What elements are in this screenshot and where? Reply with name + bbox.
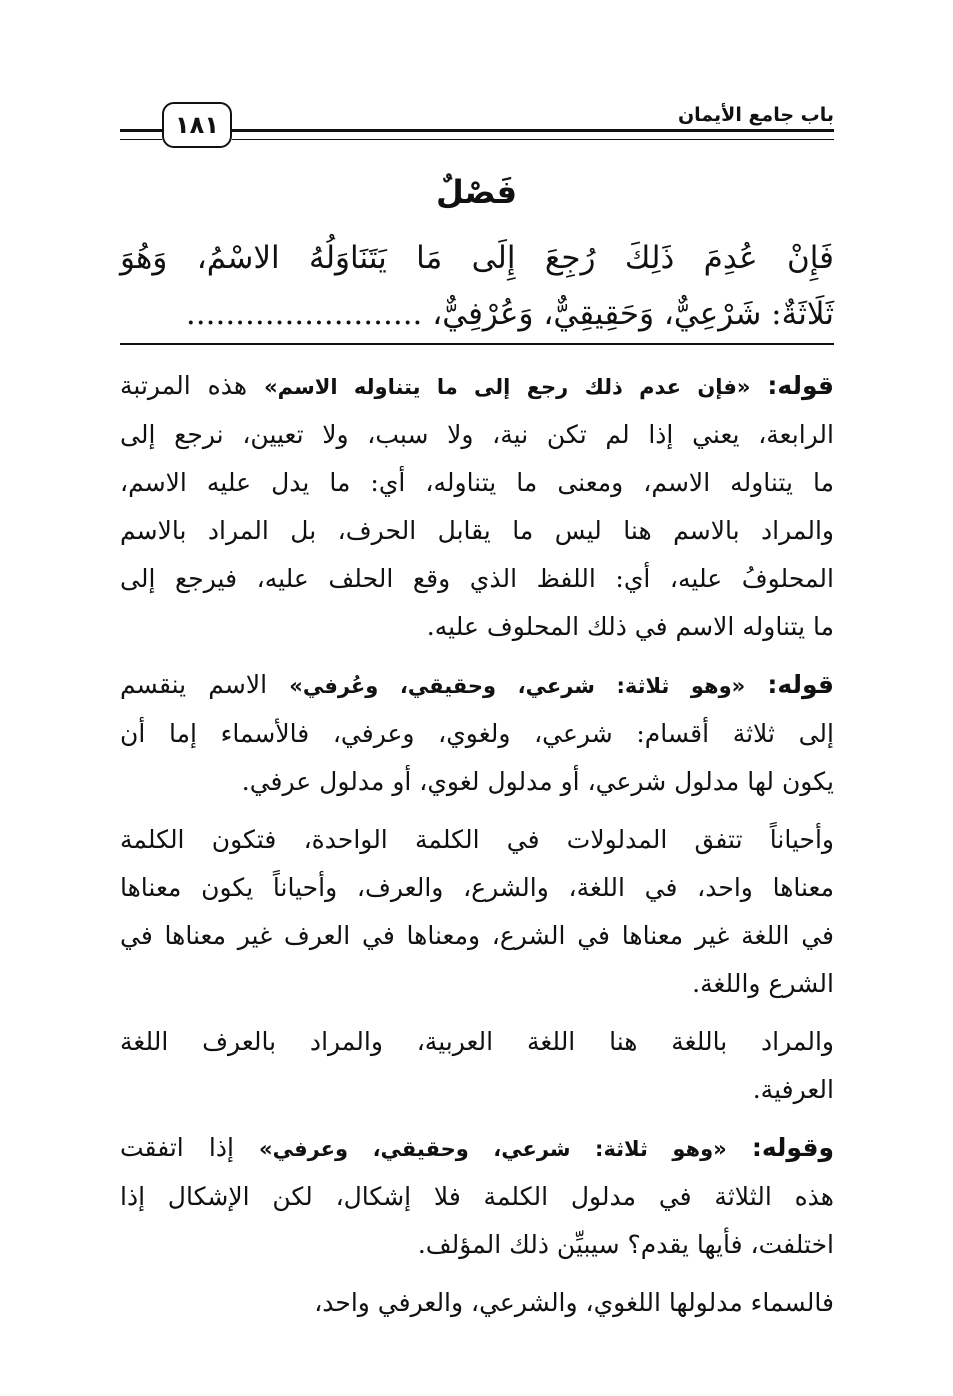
paragraph-lead: قوله: — [767, 371, 835, 400]
matn-text — [120, 230, 834, 342]
paragraph-first-line — [120, 362, 834, 411]
matn-line: ثَلَاثَةٌ: شَرْعِيٌّ، وَحَقِيقِيٌّ، وَعُرْفِيٌّ، ........................ — [185, 296, 834, 332]
running-title: باب جامع الأيمان — [677, 104, 834, 126]
section-title: فَصْلٌ — [435, 173, 518, 211]
commentary-paragraph — [120, 1018, 834, 1114]
quoted-matn: «وهو ثلاثة: شرعي، وحقيقي، وعُرفي» — [289, 674, 746, 698]
paragraph-first-line — [120, 661, 834, 710]
paragraph-line: المحلوفُ عليه، أي: اللفظ الذي وقع الحلف عليه، فيرجع إلى — [120, 564, 834, 593]
line-text: الاسم ينقسم — [120, 670, 268, 699]
paragraph-line: العرفية. — [752, 1075, 834, 1104]
paragraph-first-line — [120, 1124, 834, 1173]
paragraph-line: ما يتناوله الاسم، ومعنى ما يتناوله، أي: ما يدل عليه الاسم، — [120, 468, 834, 497]
matn-separator-rule — [120, 343, 834, 345]
header-rule-left — [120, 129, 162, 140]
paragraph-line: في اللغة غير معناها في الشرع، ومعناها في العرف غير معناها في — [120, 921, 834, 950]
paragraph-line: ما يتناوله الاسم في ذلك المحلوف عليه. — [426, 612, 834, 641]
quoted-matn: «وهو ثلاثة: شرعي، وحقيقي، وعرفي» — [259, 1137, 727, 1161]
paragraph-line: الشرع واللغة. — [692, 969, 834, 998]
paragraph-line: هذه الثلاثة في مدلول الكلمة فلا إشكال، لكن الإشكال إذا — [120, 1182, 834, 1211]
quoted-matn: «فإن عدم ذلك رجع إلى ما يتناوله الاسم» — [264, 375, 751, 399]
commentary-paragraph — [120, 661, 834, 806]
paragraph-line: والمراد باللغة هنا اللغة العربية، والمراد بالعرف اللغة — [120, 1027, 834, 1056]
commentary-paragraph — [120, 362, 834, 651]
line-text: إذا اتفقت — [120, 1133, 234, 1162]
commentary-paragraph — [120, 816, 834, 1008]
paragraph-line: إلى ثلاثة أقسام: شرعي، ولغوي، وعرفي، فالأسماء إما أن — [120, 719, 834, 748]
commentary-paragraph — [120, 1279, 834, 1327]
paragraph-line: فالسماء مدلولها اللغوي، والشرعي، والعرفي واحد، — [314, 1288, 834, 1317]
paragraph-line: الرابعة، يعني إذا لم تكن نية، ولا سبب، ولا تعيين، نرجع إلى — [120, 420, 834, 449]
commentary — [120, 362, 834, 1337]
matn-line: فَإِنْ عُدِمَ ذَلِكَ رُجِعَ إِلَى مَا يَتَنَاوَلُهُ الاسْمُ، وَهُوَ — [120, 240, 834, 276]
header-rule-right — [232, 129, 834, 140]
line-text: هذه المرتبة — [120, 371, 248, 400]
paragraph-lead: قوله: — [767, 670, 835, 699]
paragraph-line: والمراد بالاسم هنا ليس ما يقابل الحرف، بل المراد بالاسم — [120, 516, 834, 545]
paragraph-line: يكون لها مدلول شرعي، أو مدلول لغوي، أو مدلول عرفي. — [241, 767, 834, 796]
page-number: ١٨١ — [162, 102, 232, 148]
paragraph-line: اختلفت، فأيها يقدم؟ سيبيِّن ذلك المؤلف. — [417, 1230, 834, 1259]
paragraph-lead: وقوله: — [751, 1133, 835, 1162]
commentary-paragraph — [120, 1124, 834, 1269]
paragraph-line: وأحياناً تتفق المدلولات في الكلمة الواحدة، فتكون الكلمة — [120, 825, 834, 854]
page-header — [120, 102, 834, 156]
paragraph-line: معناها واحد، في اللغة، والشرع، والعرف، وأحياناً يكون معناها — [120, 873, 834, 902]
